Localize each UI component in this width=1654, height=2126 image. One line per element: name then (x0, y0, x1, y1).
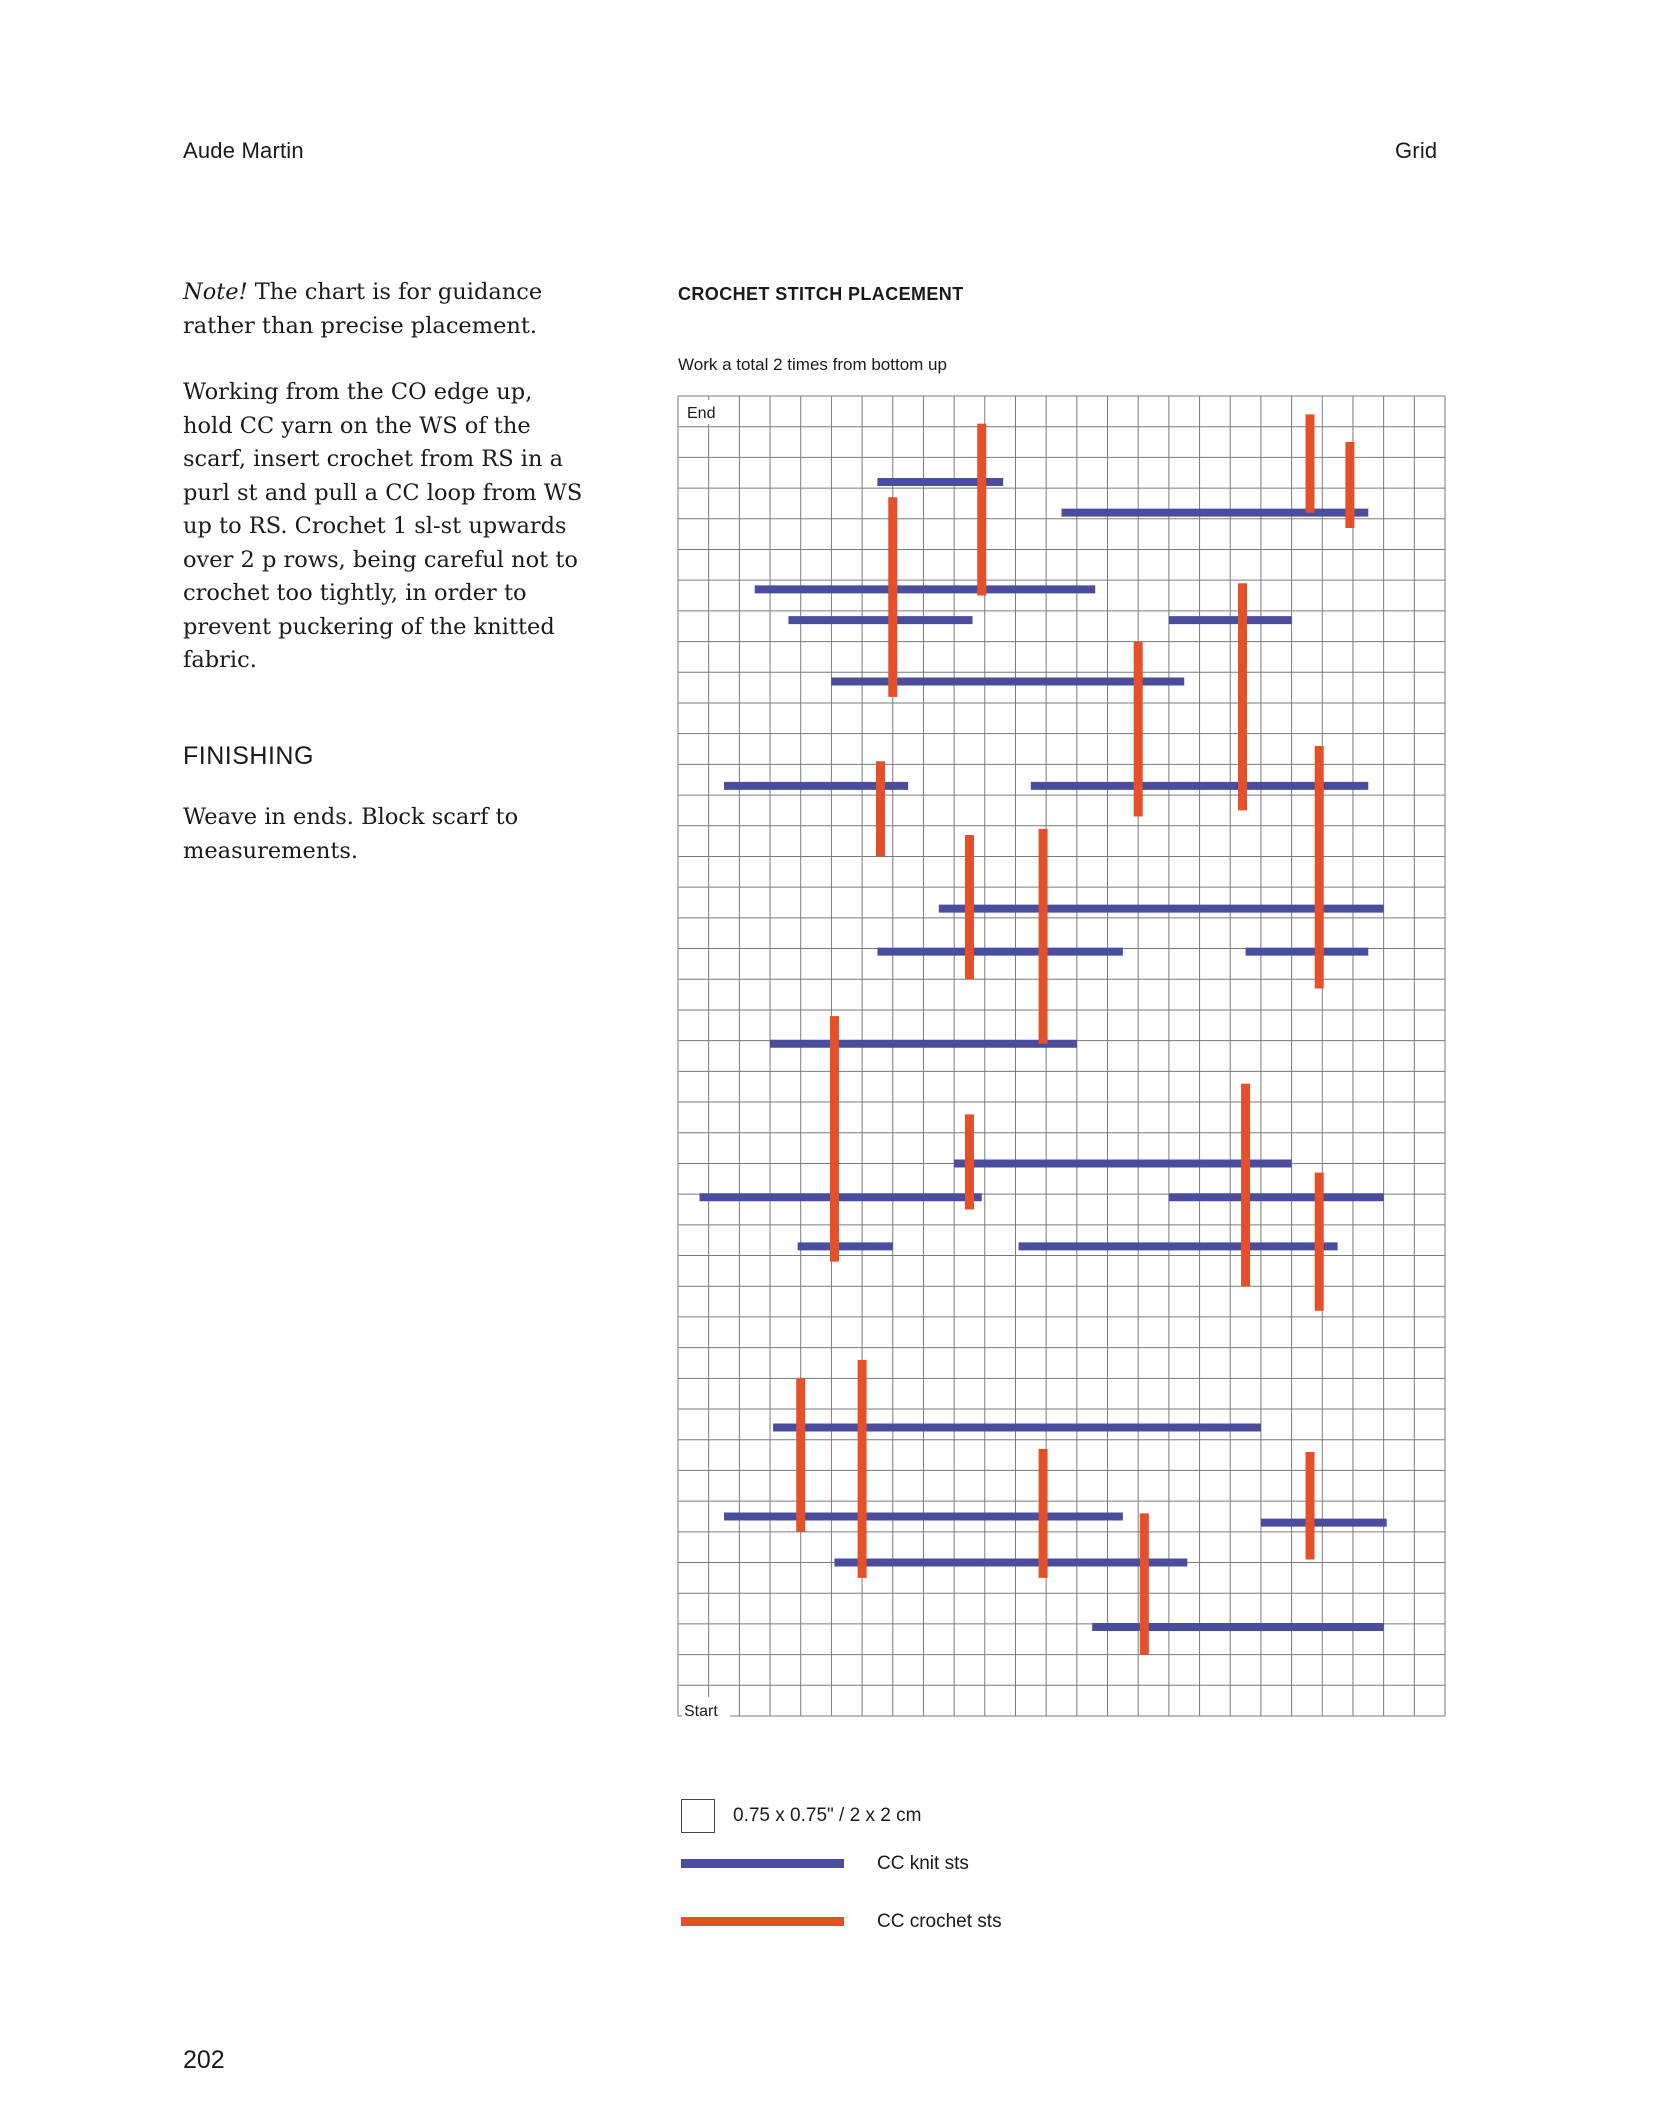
legend-crochet-line (681, 1917, 844, 1926)
end-label: End (687, 405, 716, 422)
page-number: 202 (183, 2046, 225, 2074)
legend-grid-square (681, 1799, 715, 1833)
instructions-paragraph: Working from the CO edge up, hold CC yarn on the WS of the scarf, insert crochet from RS in a purl st and pull a CC loop from WS up to RS. Crochet 1 sl-st upwards over 2 p rows, being careful not to crochet too tightly, in order to prevent puckering of the knitted fabric. (183, 379, 583, 673)
finishing-paragraph: Weave in ends. Block scarf to measurements. (183, 804, 519, 864)
legend-square-label: 0.75 x 0.75" / 2 x 2 cm (733, 1805, 922, 1826)
chart-subtitle: Work a total 2 times from bottom up (678, 355, 947, 374)
header-author: Aude Martin (183, 138, 304, 163)
chart-title: CROCHET STITCH PLACEMENT (678, 284, 964, 304)
legend-knit-line (681, 1859, 844, 1868)
grid-labels (682, 400, 730, 1721)
legend-knit-label: CC knit sts (877, 1853, 969, 1874)
finishing-heading: FINISHING (183, 741, 314, 770)
note-lead: Note! (183, 279, 248, 305)
header-section: Grid (1395, 138, 1438, 163)
legend-crochet-label: CC crochet sts (877, 1911, 1002, 1932)
start-label: Start (684, 1703, 718, 1720)
crochet-stitch-layer (801, 414, 1350, 1654)
note-text: The chart is for guidance rather than precise placement. (183, 279, 543, 339)
